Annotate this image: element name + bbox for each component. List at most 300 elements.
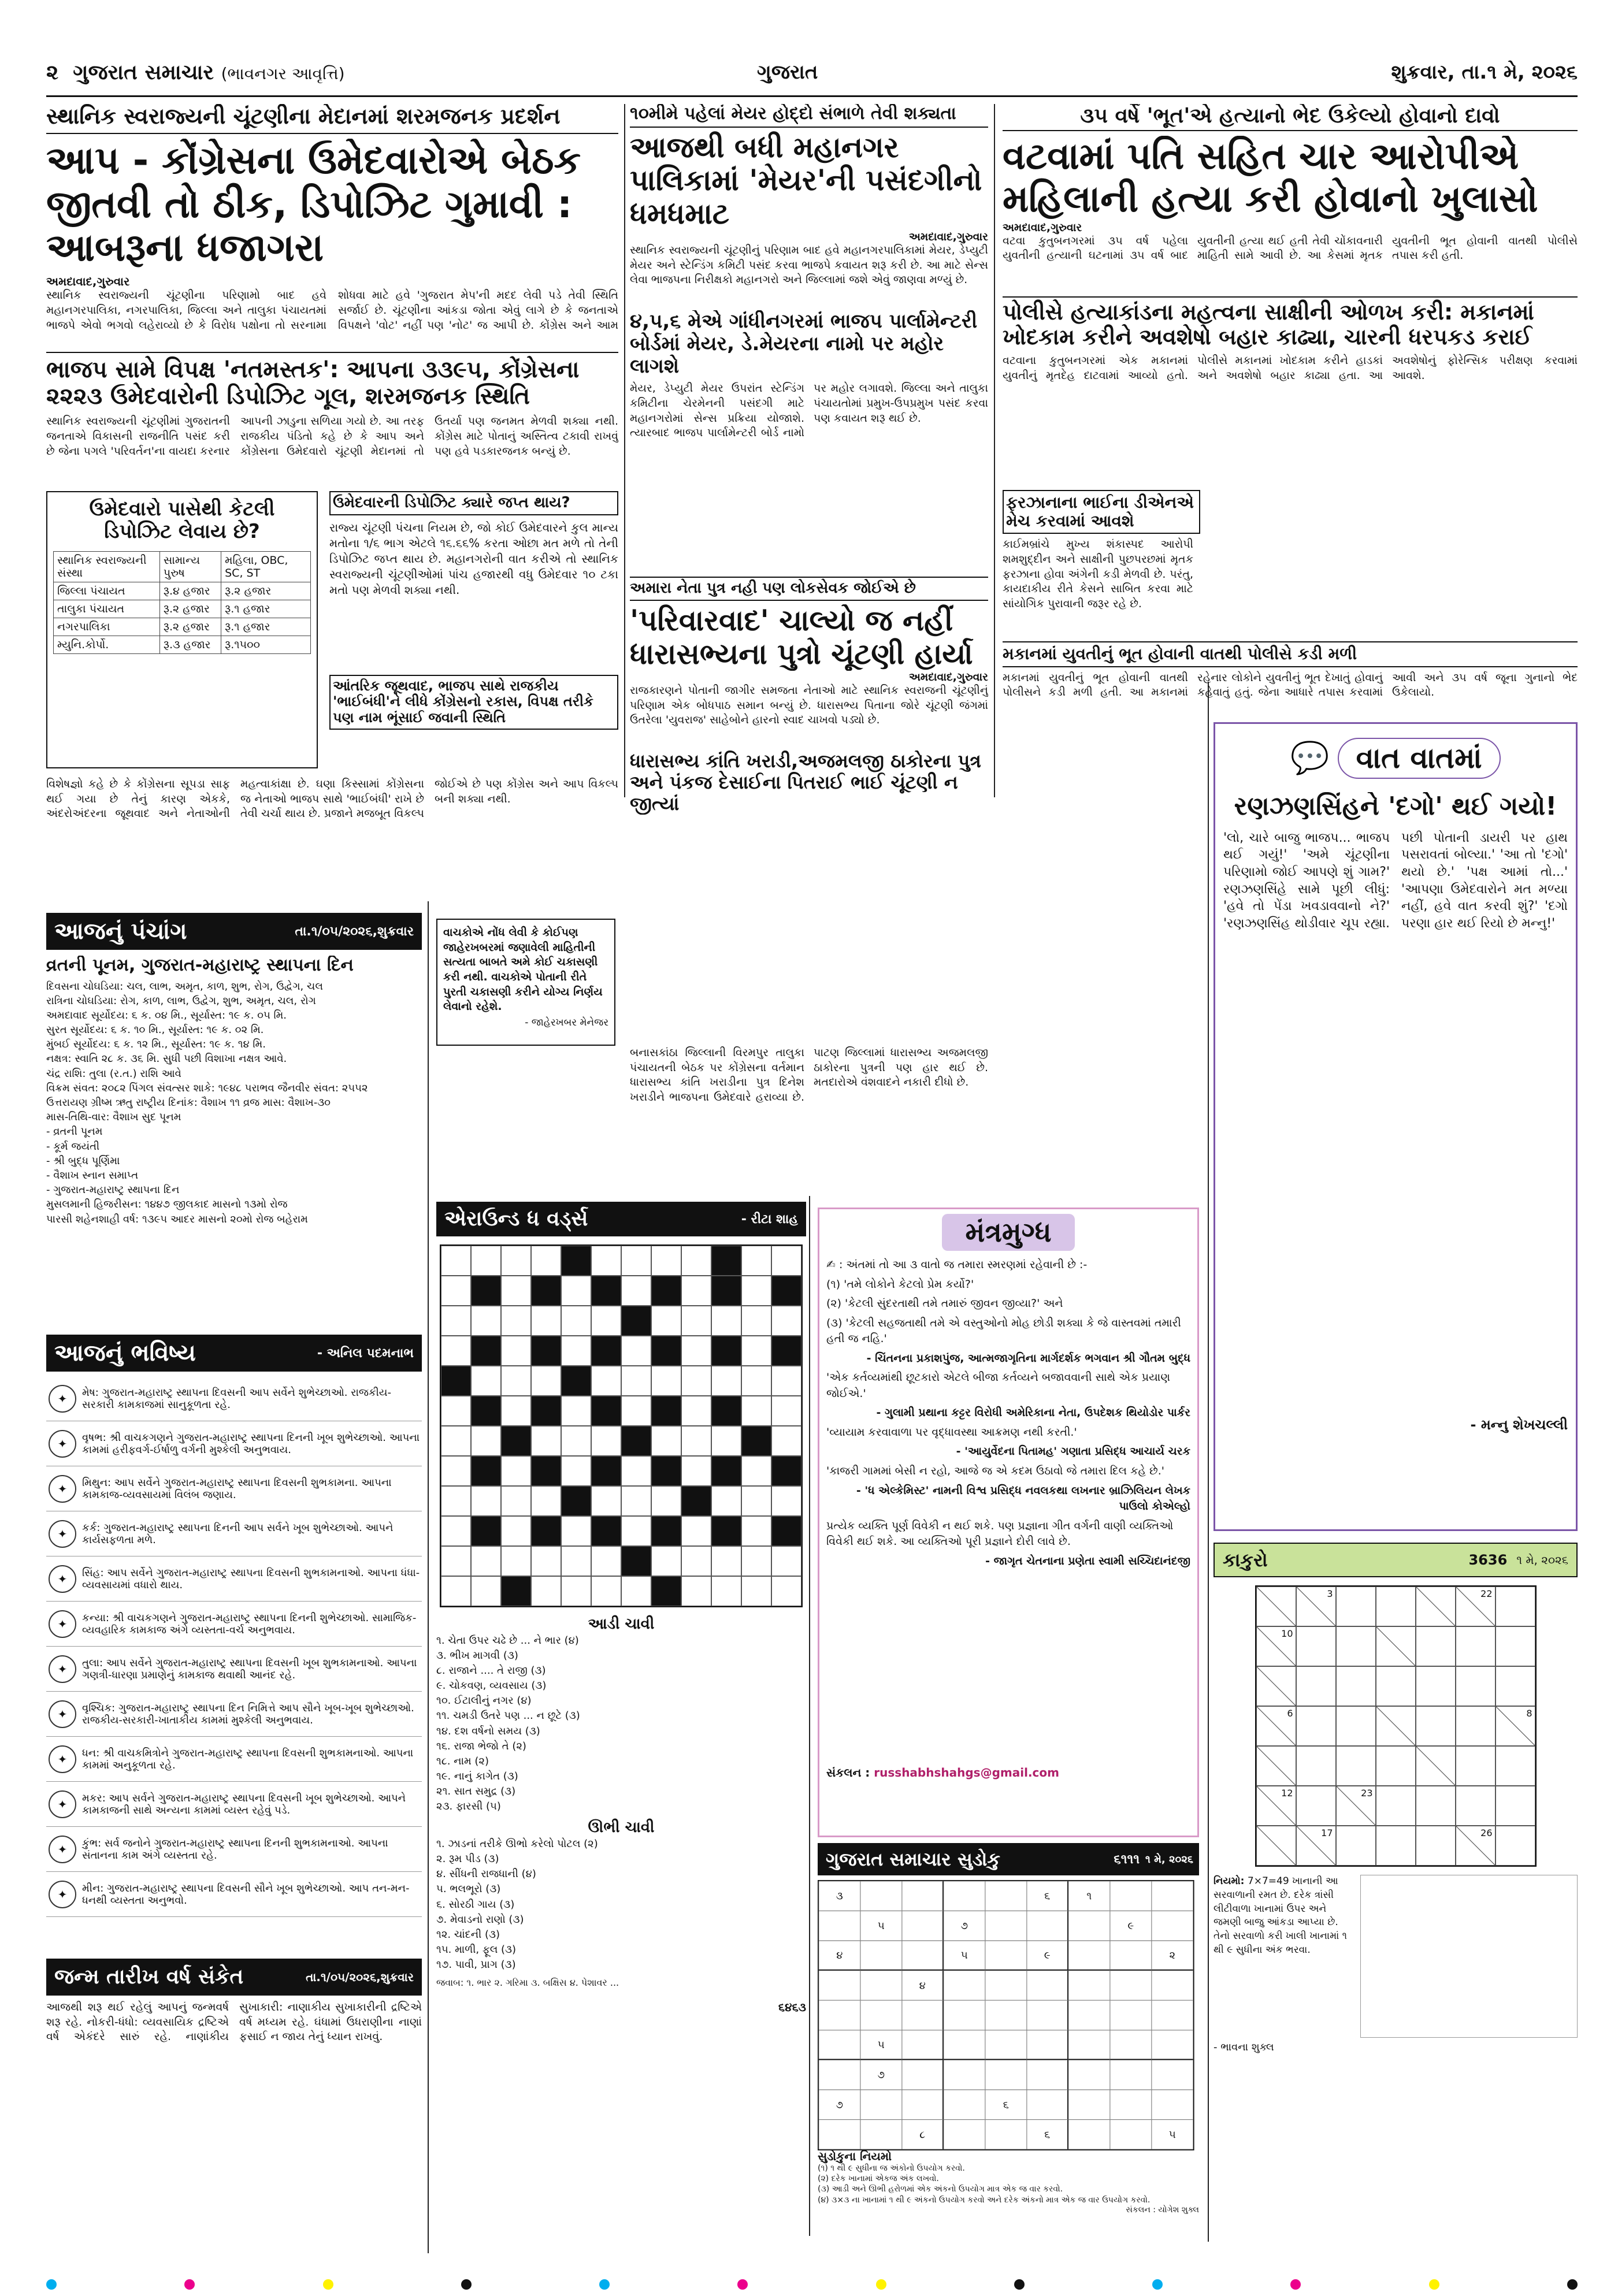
crossword-cell[interactable] <box>441 1576 471 1606</box>
crossword-cell[interactable] <box>591 1486 621 1516</box>
mantra-line: પ્રત્યેક વ્યક્તિ પૂર્ણ વિવેકી ન થઈ શકે. પણ પ્રજ્ઞાના ગીત વર્ગની વાણી વ્યક્તિઓ વિવેકી થઈ શકે. આ વ્યક્તિઓ પૂરી પ્રજ્ઞાને દોરી લાવે છે. <box>826 1519 1174 1548</box>
sudoku-cell[interactable] <box>902 2030 944 2060</box>
sudoku-cell[interactable]: ૪ <box>902 1971 944 2001</box>
crossword-cell[interactable] <box>681 1366 711 1396</box>
crossword-cell[interactable] <box>591 1246 621 1276</box>
crossword-cell[interactable] <box>501 1486 531 1516</box>
kakuro-section <box>1214 1543 1578 2242</box>
sudoku-cell[interactable] <box>819 2030 860 2060</box>
kakuro-cell[interactable] <box>1495 1587 1535 1626</box>
kakuro-cell[interactable] <box>1336 1706 1376 1746</box>
crossword-cell[interactable] <box>441 1486 471 1516</box>
sudoku-cell[interactable] <box>1110 2090 1152 2120</box>
crossword-cell[interactable] <box>621 1576 651 1606</box>
crossword-cell[interactable] <box>711 1576 741 1606</box>
sudoku-cell[interactable]: ૮ <box>902 2120 944 2150</box>
zodiac-sign-icon: ✦ <box>49 1610 76 1638</box>
kakuro-cell[interactable] <box>1376 1826 1416 1866</box>
crossword-cell[interactable] <box>441 1306 471 1336</box>
crossword-cell[interactable] <box>591 1306 621 1336</box>
crossword-cell[interactable] <box>651 1366 681 1396</box>
kakuro-cell[interactable] <box>1416 1666 1456 1706</box>
kakuro-cell[interactable] <box>1495 1666 1535 1706</box>
sudoku-cell[interactable]: ૪ <box>819 1941 860 1971</box>
crossword-cell[interactable] <box>681 1276 711 1306</box>
sudoku-cell[interactable] <box>902 2090 944 2120</box>
kakuro-cell[interactable] <box>1416 1706 1456 1746</box>
crossword-cell[interactable] <box>471 1576 501 1606</box>
story-headline: 'પરિવારવાદ' ચાલ્યો જ નહીં ધારાસભ્યના પુત્રો ચૂંટણી હાર્યા <box>630 604 973 671</box>
kakuro-cell[interactable] <box>1456 1706 1495 1746</box>
crossword-cell[interactable] <box>711 1306 741 1336</box>
crossword-cell[interactable] <box>651 1246 681 1276</box>
crossword-cell[interactable] <box>771 1576 801 1606</box>
crossword-cell[interactable] <box>501 1336 531 1366</box>
sudoku-cell[interactable] <box>1152 2060 1193 2090</box>
crossword-cell <box>651 1516 681 1546</box>
kakuro-cell[interactable] <box>1456 1786 1495 1826</box>
crossword-cell[interactable] <box>741 1576 771 1606</box>
sudoku-cell[interactable] <box>860 2000 902 2030</box>
kakuro-clue-number: 8 <box>1526 1708 1532 1719</box>
crossword-cell <box>741 1426 771 1456</box>
crossword-cell[interactable] <box>681 1516 711 1546</box>
story-vatva-murder <box>1003 104 1578 746</box>
crossword-cell[interactable] <box>501 1516 531 1546</box>
crossword-section <box>436 1202 806 2242</box>
kakuro-cell[interactable] <box>1296 1746 1336 1786</box>
panchang-headline: વ્રતની પૂનમ, ગુજરાત-મહારાષ્ટ્ર સ્થાપના દિન <box>46 956 354 975</box>
crossword-cell[interactable] <box>561 1546 591 1576</box>
kakuro-cell[interactable] <box>1376 1746 1416 1786</box>
crossword-cell[interactable] <box>441 1516 471 1546</box>
crossword-cell <box>621 1426 651 1456</box>
crossword-cell <box>591 1456 621 1486</box>
sudoku-cell[interactable] <box>1152 1881 1193 1911</box>
crossword-cell[interactable] <box>441 1456 471 1486</box>
story-subhead: પોલીસે હત્યાકાંડના મહત્વના સાક્ષીની ઓળખ કરી: મકાનમાં ખોદકામ કરીને અવશેષો બહાર કાઢ્યા, ચારની ધરપકડ કરાઈ <box>1003 296 1578 350</box>
crossword-cell[interactable] <box>681 1426 711 1456</box>
crossword-cell[interactable] <box>741 1336 771 1366</box>
kakuro-cell[interactable] <box>1416 1786 1456 1826</box>
rashi-text: મકર: આપ સર્વને ગુજરાત-મહારાષ્ટ્ર સ્થાપના દિવસની ખૂબ શુભેચ્છાઓ. આપને કામકાજની સાથે અન્યના કામમાં વ્યસ્ત રહેવું પડે. <box>82 1792 406 1816</box>
clue-item: ૧૨. ચાંદની (૩) <box>436 1928 500 1941</box>
crossword-cell[interactable] <box>711 1426 741 1456</box>
panchang-line: ચંદ્ર રાશિ: તુલા (ર.ત.) રાશિ આવે <box>46 1067 181 1080</box>
kakuro-clue-cell <box>1296 1587 1336 1626</box>
kakuro-cell[interactable] <box>1296 1786 1336 1826</box>
sudoku-cell[interactable] <box>819 1971 860 2001</box>
sudoku-cell[interactable] <box>1068 2000 1110 2030</box>
crossword-cell[interactable] <box>621 1486 651 1516</box>
crossword-cell <box>471 1396 501 1426</box>
crossword-cell[interactable] <box>621 1396 651 1426</box>
crossword-cell[interactable] <box>621 1336 651 1366</box>
clue-item: ૧૦. ઈટાલીનું નગર (૪) <box>436 1695 532 1707</box>
rashi-row <box>46 1647 422 1692</box>
crossword-cell[interactable] <box>471 1546 501 1576</box>
sudoku-cell[interactable] <box>985 2120 1027 2150</box>
crossword-cell[interactable] <box>741 1486 771 1516</box>
crossword-cell[interactable] <box>681 1396 711 1426</box>
story-dateline: અમદાવાદ,ગુરુવાર <box>46 274 130 289</box>
sudoku-cell[interactable]: ૯ <box>1110 1911 1152 1941</box>
sudoku-cell[interactable] <box>1068 2060 1110 2090</box>
kakuro-cell[interactable] <box>1495 1626 1535 1666</box>
sudoku-cell[interactable] <box>1110 2030 1152 2060</box>
sudoku-title-bar <box>818 1843 1199 1875</box>
sudoku-cell[interactable] <box>819 2060 860 2090</box>
sudoku-cell[interactable] <box>1027 2090 1068 2120</box>
sudoku-cell[interactable] <box>985 1881 1027 1911</box>
crossword-cell[interactable] <box>771 1486 801 1516</box>
kakuro-cell[interactable] <box>1495 1786 1535 1826</box>
crossword-cell[interactable] <box>741 1306 771 1336</box>
sudoku-cell[interactable] <box>860 2090 902 2120</box>
crossword-cell[interactable] <box>441 1396 471 1426</box>
crossword-cell[interactable] <box>771 1246 801 1276</box>
mantra-title-bar <box>826 1216 1190 1249</box>
mantra-line: - જાગૃત ચેતનાના પ્રણેતા સ્વામી સચ્ચિદાનંદજી <box>985 1554 1190 1567</box>
sudoku-cell[interactable]: ૬ <box>985 2090 1027 2120</box>
sudoku-cell[interactable] <box>1027 1911 1068 1941</box>
sudoku-cell[interactable] <box>1152 2000 1193 2030</box>
crossword-cell[interactable] <box>471 1486 501 1516</box>
crossword-cell <box>531 1516 561 1546</box>
crossword-cell[interactable] <box>651 1486 681 1516</box>
sudoku-cell[interactable] <box>1110 2000 1152 2030</box>
sudoku-cell[interactable] <box>860 1971 902 2001</box>
crossword-cell[interactable] <box>711 1486 741 1516</box>
crossword-cell[interactable] <box>681 1246 711 1276</box>
sudoku-cell[interactable] <box>860 1881 902 1911</box>
crossword-cell[interactable] <box>741 1246 771 1276</box>
sudoku-cell[interactable] <box>985 1941 1027 1971</box>
clue-item: ૩. ભીખ માગવી (૩) <box>436 1649 518 1662</box>
crossword-cell[interactable] <box>531 1486 561 1516</box>
crossword-cell[interactable] <box>531 1246 561 1276</box>
crossword-cell[interactable] <box>741 1546 771 1576</box>
kakuro-cell[interactable] <box>1296 1626 1336 1666</box>
crossword-cell[interactable] <box>621 1456 651 1486</box>
sudoku-cell[interactable] <box>944 1971 985 2001</box>
crossword-cell <box>711 1516 741 1546</box>
crossword-cell[interactable] <box>681 1336 711 1366</box>
sudoku-cell[interactable]: ૭ <box>860 2060 902 2090</box>
kakuro-cell[interactable] <box>1336 1826 1376 1866</box>
sudoku-cell[interactable]: ૩ <box>819 1881 860 1911</box>
kakuro-rules-row <box>1214 1875 1578 2038</box>
crossword-cell[interactable] <box>441 1336 471 1366</box>
kakuro-clue-cell <box>1256 1666 1296 1706</box>
crossword-cell[interactable] <box>501 1246 531 1276</box>
crossword-cell[interactable] <box>441 1426 471 1456</box>
crossword-cell[interactable] <box>501 1456 531 1486</box>
deposit-table <box>53 551 311 654</box>
crossword-cell[interactable] <box>771 1396 801 1426</box>
crossword-cell[interactable] <box>531 1576 561 1606</box>
crossword-cell[interactable] <box>741 1456 771 1486</box>
crossword-cell[interactable] <box>711 1366 741 1396</box>
rashi-text: તુલા: આપ સર્વેને ગુજરાત-મહારાષ્ટ્ર સ્થાપના દિવસની ખૂબ શુભકામનાઓ. આપના ગણત્રી-ધારણા પ્રમાણેનું કામકાજ થવાથી આનંદ રહે. <box>82 1656 417 1681</box>
mantra-contact <box>826 1766 1190 1779</box>
sudoku-cell[interactable] <box>1152 1911 1193 1941</box>
sudoku-cell[interactable] <box>944 2030 985 2060</box>
crossword-cell[interactable] <box>561 1576 591 1606</box>
sudoku-cell[interactable] <box>860 2120 902 2150</box>
sudoku-cell[interactable] <box>1152 2030 1193 2060</box>
kakuro-cell[interactable] <box>1376 1786 1416 1826</box>
sudoku-cell[interactable] <box>985 2060 1027 2090</box>
crossword-cell[interactable] <box>651 1546 681 1576</box>
rashi-row <box>46 1692 422 1737</box>
panchang-title-bar <box>46 913 422 950</box>
sudoku-compiler: સંકલન : યોગેશ શુક્લ <box>1126 2205 1199 2215</box>
sudoku-cell[interactable] <box>1027 2060 1068 2090</box>
panchang-title: આજનું પંચાંગ <box>54 918 187 945</box>
crossword-cell[interactable] <box>771 1546 801 1576</box>
crossword-cell[interactable] <box>681 1576 711 1606</box>
crossword-cell[interactable] <box>651 1426 681 1456</box>
clue-item: ૪. સીંધની રાજધાની (૪) <box>436 1868 536 1881</box>
sudoku-cell[interactable] <box>1068 1911 1110 1941</box>
crossword-cell[interactable] <box>711 1546 741 1576</box>
sudoku-cell[interactable]: ૫ <box>944 1941 985 1971</box>
rashi-row <box>46 1421 422 1466</box>
sudoku-cell[interactable] <box>1110 1941 1152 1971</box>
rashi-row <box>46 1376 422 1421</box>
vaat-headline: રણઝણસિંહને 'દગો' થઈ ગયો! <box>1234 792 1557 821</box>
crossword-cell[interactable] <box>501 1276 531 1306</box>
crossword-cell[interactable] <box>561 1306 591 1336</box>
sudoku-cell[interactable] <box>1110 1971 1152 2001</box>
kakuro-cell[interactable] <box>1456 1626 1495 1666</box>
sudoku-cell[interactable] <box>985 1971 1027 2001</box>
sudoku-cell[interactable] <box>1027 2030 1068 2060</box>
sudoku-cell[interactable] <box>1068 2120 1110 2150</box>
sudoku-rules-title: સુડોકુના નિયમો <box>818 2149 892 2163</box>
sudoku-cell[interactable] <box>902 1941 944 1971</box>
crossword-cell[interactable] <box>531 1426 561 1456</box>
crossword-cell[interactable] <box>561 1516 591 1546</box>
sudoku-cell[interactable] <box>985 2000 1027 2030</box>
sudoku-cell[interactable] <box>1068 1971 1110 2001</box>
sudoku-cell[interactable] <box>1068 2090 1110 2120</box>
crossword-cell[interactable] <box>471 1366 501 1396</box>
sudoku-cell[interactable]: ૨ <box>1152 1941 1193 1971</box>
panchang-line: મુસલમાની હિજરીસન: ૧૪૪૭ જીલકાદ માસનો ૧૩મો રોજ <box>46 1198 288 1211</box>
sudoku-cell[interactable] <box>819 1911 860 1941</box>
crossword-cell[interactable] <box>741 1276 771 1306</box>
kakuro-grid[interactable] <box>1255 1585 1537 1867</box>
crossword-cell[interactable] <box>441 1276 471 1306</box>
story-body: વટવાના કુતુબનગરમાં એક મકાનમાં યુવતીનું મૃતદેહ દાટવામાં આવ્યો હતો. પોલીસે મકાનમાં ખોદકામ કરીને હાડકાં અને અવશેષો બહાર કાઢ્યા હતા. આ અવશેષોનું ફોરેન્સિક પરીક્ષણ કરવામાં આવશે. <box>1003 354 1578 382</box>
rashi-text: કુંભ: સર્વ જનોને ગુજરાત-મહારાષ્ટ્ર સ્થાપના દિનની શુભકામનાઓ. આપના સંતાનના કામ અંગે વ્યસ્તતા રહે. <box>82 1837 388 1862</box>
crossword-cell[interactable] <box>591 1546 621 1576</box>
sudoku-cell[interactable] <box>1068 1941 1110 1971</box>
kakuro-cell[interactable] <box>1456 1746 1495 1786</box>
crossword-cell[interactable] <box>621 1246 651 1276</box>
sudoku-cell[interactable] <box>944 2090 985 2120</box>
crossword-cell[interactable] <box>561 1396 591 1426</box>
kakuro-clue-cell <box>1456 1587 1495 1626</box>
sudoku-cell[interactable] <box>819 2120 860 2150</box>
kakuro-cell[interactable] <box>1495 1826 1535 1866</box>
column-rule <box>428 901 429 2253</box>
crossword-cell[interactable] <box>471 1246 501 1276</box>
crossword-cell[interactable] <box>501 1306 531 1336</box>
sudoku-cell[interactable] <box>1152 1971 1193 2001</box>
sudoku-cell[interactable] <box>1152 2090 1193 2120</box>
zodiac-sign-icon: ✦ <box>49 1430 76 1458</box>
crossword-cell[interactable] <box>561 1336 591 1366</box>
panchang-line: અમદાવાદ સૂર્યોદય: ૬ ક. ૦૪ મિ., સૂર્યાસ્ત: ૧૯ ક. ૦૫ મિ. <box>46 1009 287 1021</box>
sudoku-grid[interactable] <box>818 1880 1194 2150</box>
crossword-cell[interactable] <box>741 1366 771 1396</box>
sudoku-cell[interactable] <box>902 1881 944 1911</box>
sudoku-cell[interactable] <box>1027 1971 1068 2001</box>
crossword-cell[interactable] <box>741 1516 771 1546</box>
crossword-cell[interactable] <box>531 1366 561 1396</box>
sudoku-cell[interactable]: ૬ <box>1027 2120 1068 2150</box>
crossword-cell[interactable] <box>501 1396 531 1426</box>
kakuro-cell[interactable] <box>1495 1746 1535 1786</box>
sudoku-cell[interactable] <box>1110 2120 1152 2150</box>
kakuro-cell[interactable] <box>1336 1666 1376 1706</box>
crossword-cell[interactable] <box>771 1366 801 1396</box>
sudoku-cell[interactable] <box>985 1911 1027 1941</box>
sudoku-cell[interactable] <box>902 2060 944 2090</box>
crossword-cell[interactable] <box>561 1276 591 1306</box>
sudoku-cell[interactable] <box>944 2000 985 2030</box>
page-number: ૨ <box>46 61 59 84</box>
across-clues <box>436 1615 806 1972</box>
crossword-cell[interactable] <box>681 1306 711 1336</box>
crossword-cell <box>591 1516 621 1546</box>
story-kicker: ૩૫ વર્ષે 'ભૂત'એ હત્યાનો ભેદ ઉકેલ્યો હોવાનો દાવો <box>1003 104 1578 131</box>
paper-name: ગુજરાત સમાચાર <box>73 61 214 84</box>
kakuro-rules-title: નિયમો: <box>1214 1875 1245 1887</box>
crossword-cell[interactable] <box>501 1366 531 1396</box>
sudoku-cell[interactable] <box>860 1941 902 1971</box>
story-body: રાજકારણને પોતાની જાગીર સમજતા નેતાઓ માટે સ્થાનિક સ્વરાજની ચૂંટણીનું પરિણામ એક બોધપાઠ સમાન બન્યું છે. ધારાસભ્ય પિતાના જોરે ચૂંટણી જંગમાં ઉતરેલા 'યુવરાજ' સાહેબોને હારનો સ્વાદ ચાખવો પડ્યો છે. <box>630 684 988 727</box>
crossword-cell[interactable] <box>531 1546 561 1576</box>
mantra-title: મંત્રમુગ્ધ <box>942 1214 1074 1251</box>
sudoku-cell[interactable] <box>1027 2000 1068 2030</box>
crossword-cell <box>471 1456 501 1486</box>
crossword-cell[interactable] <box>621 1366 651 1396</box>
kakuro-cell[interactable] <box>1336 1746 1376 1786</box>
kakuro-cell[interactable] <box>1376 1666 1416 1706</box>
kakuro-answer-grid <box>1360 1875 1578 2038</box>
kakuro-cell[interactable] <box>1296 1666 1336 1706</box>
kakuro-cell[interactable] <box>1416 1826 1456 1866</box>
kakuro-cell[interactable] <box>1296 1706 1336 1746</box>
crossword-cell <box>471 1276 501 1306</box>
crossword-cell[interactable] <box>561 1426 591 1456</box>
clue-item: ૧. ચેતા ઉપર ચઢે છે ... ને ભાર (૪) <box>436 1634 579 1647</box>
vaat-title: વાત વાતમાં <box>1338 738 1501 779</box>
crossword-cell[interactable] <box>621 1516 651 1546</box>
crossword-cell[interactable] <box>531 1306 561 1336</box>
edition-label: (ભાવનગર આવૃત્તિ) <box>221 64 345 83</box>
vaat-title-bar <box>1223 732 1568 784</box>
kakuro-cell[interactable] <box>1336 1626 1376 1666</box>
kakuro-rules-text: 7×7=49 ખાનાની આ સરવાળાની રમત છે. દરેક ત્રાંસી લીટીવાળા ખાનામાં ઉપર અને જમણી બાજુ આંકડા આપ્યા છે. તેનો સરવાળો કરી ખાલી ખાનામાં ૧ થી ૯ સુધીના અંક ભરવા. <box>1214 1875 1348 1956</box>
sudoku-cell[interactable] <box>985 2030 1027 2060</box>
story-mayor <box>630 104 988 815</box>
sudoku-cell[interactable]: ૧ <box>1068 1881 1110 1911</box>
crossword-cell[interactable] <box>771 1426 801 1456</box>
clue-item: ૨૧. સાત સમુદ્ર (૩) <box>436 1785 516 1797</box>
crossword-cell[interactable] <box>741 1396 771 1426</box>
sudoku-cell[interactable] <box>944 2120 985 2150</box>
crossword-cell <box>501 1426 531 1456</box>
crossword-cell[interactable] <box>651 1306 681 1336</box>
crossword-cell <box>771 1336 801 1366</box>
crossword-cell[interactable] <box>501 1546 531 1576</box>
crossword-cell[interactable] <box>591 1426 621 1456</box>
crossword-cell[interactable] <box>591 1366 621 1396</box>
sudoku-cell[interactable]: ૯ <box>1027 1941 1068 1971</box>
page-date: શુક્રવાર, તા.૧ મે, ૨૦૨૬ <box>1391 61 1578 84</box>
sudoku-cell[interactable]: ૫ <box>1152 2120 1193 2150</box>
magenta-dot <box>184 2279 195 2290</box>
sudoku-cell[interactable]: ૭ <box>944 1911 985 1941</box>
crossword-cell[interactable] <box>561 1456 591 1486</box>
rashi-row <box>46 1466 422 1511</box>
kakuro-cell[interactable] <box>1416 1626 1456 1666</box>
sudoku-cell[interactable] <box>944 2060 985 2090</box>
crossword-cell[interactable] <box>471 1426 501 1456</box>
table-cell: રૂ.૨ હજાર <box>159 600 221 618</box>
sudoku-cell[interactable] <box>944 1881 985 1911</box>
crossword-cell[interactable] <box>771 1306 801 1336</box>
panchang-line: પારસી શહેનશાહી વર્ષ: ૧૩૯૫ આદર માસનો ૨૦મો રોજ બહેરામ <box>46 1213 308 1225</box>
rashi-row <box>46 1556 422 1602</box>
story-subhead: મકાનમાં યુવતીનું ભૂત હોવાની વાતથી પોલીસે કડી મળી <box>1003 641 1578 667</box>
crossword-cell[interactable] <box>681 1546 711 1576</box>
crossword-cell[interactable] <box>441 1546 471 1576</box>
sudoku-cell[interactable] <box>819 2000 860 2030</box>
crossword-cell[interactable] <box>681 1456 711 1486</box>
rashi-text: મિથુન: આપ સર્વેને ગુજરાત-મહારાષ્ટ્ર સ્થાપના દિવસની શુભકામના. આપના કામકાજ-વ્યવસાયમાં વિલંબ જણાય. <box>82 1476 392 1501</box>
crossword-cell[interactable] <box>441 1246 471 1276</box>
mantra-line: - ગુલામી પ્રથાના કટ્ટર વિરોધી અમેરિકાના નેતા, ઉપદેશક થિયોડોર પાર્કર <box>876 1406 1190 1420</box>
sudoku-cell[interactable]: ૫ <box>860 2030 902 2060</box>
kakuro-cell[interactable] <box>1336 1587 1376 1626</box>
sudoku-cell[interactable] <box>902 1911 944 1941</box>
sudoku-cell[interactable]: ૭ <box>819 2090 860 2120</box>
section-label: ગુજરાત <box>757 61 818 84</box>
crossword-cell[interactable] <box>591 1576 621 1606</box>
kakuro-clue-number: 12 <box>1281 1788 1293 1799</box>
sudoku-cell[interactable] <box>1068 2030 1110 2060</box>
crossword-grid[interactable] <box>440 1244 803 1607</box>
kakuro-cell[interactable] <box>1456 1666 1495 1706</box>
zodiac-sign-icon: ✦ <box>49 1745 76 1773</box>
sudoku-cell[interactable] <box>902 2000 944 2030</box>
kakuro-cell[interactable] <box>1376 1587 1416 1626</box>
bhavishya-author: - અનિલ પદમનાભ <box>317 1346 414 1361</box>
crossword-cell[interactable] <box>621 1276 651 1306</box>
clue-item: ૯. ચોકવણ, વ્યવસાય (૩) <box>436 1680 547 1692</box>
sudoku-cell[interactable]: ૫ <box>860 1911 902 1941</box>
sudoku-cell[interactable] <box>1110 2060 1152 2090</box>
sudoku-cell[interactable]: ૬ <box>1027 1881 1068 1911</box>
crossword-cell[interactable] <box>471 1306 501 1336</box>
sudoku-cell[interactable] <box>1110 1881 1152 1911</box>
